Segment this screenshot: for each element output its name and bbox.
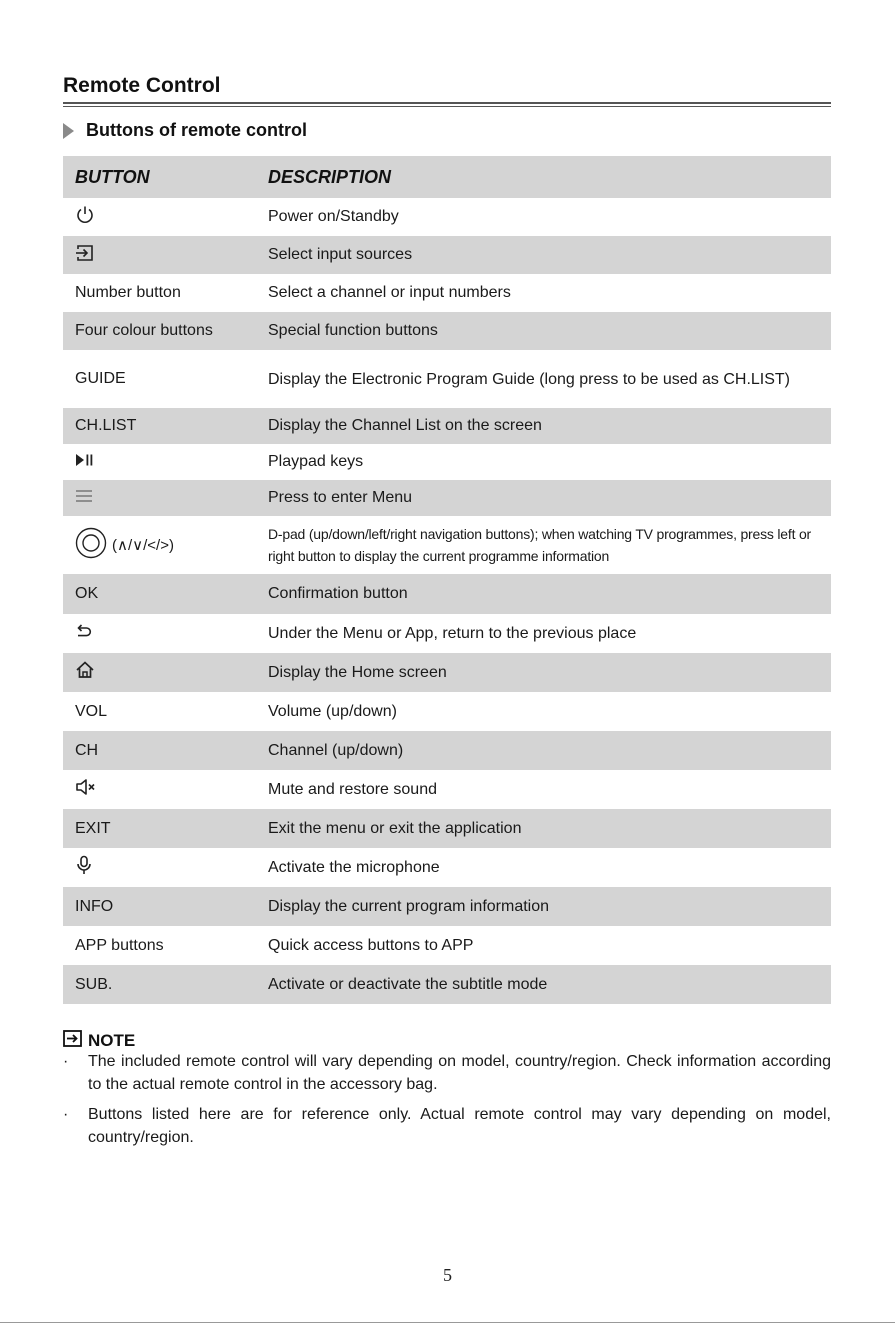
description-cell: Playpad keys xyxy=(268,453,364,470)
title-rule xyxy=(63,102,831,104)
table-row xyxy=(63,236,831,274)
table-row xyxy=(63,887,831,926)
button-cell: Four colour buttons xyxy=(75,322,213,339)
button-cell: CH.LIST xyxy=(75,417,137,434)
play-pause-icon xyxy=(75,453,95,472)
table-row xyxy=(63,848,831,887)
button-cell xyxy=(63,653,256,692)
button-cell xyxy=(63,848,256,887)
page-number: 5 xyxy=(443,1265,452,1285)
description-cell: Exit the menu or exit the application xyxy=(268,819,522,837)
note-title-text: NOTE xyxy=(88,1031,136,1050)
table-row xyxy=(63,965,831,1004)
table-row xyxy=(63,480,831,516)
description-cell: Activate or deactivate the subtitle mode xyxy=(268,975,548,993)
table-row xyxy=(63,731,831,770)
button-cell: INFO xyxy=(75,897,114,915)
description-cell: D-pad (up/down/left/right navigation buttons); when watching TV programmes, press left or right button to display the current programme information xyxy=(268,526,812,564)
table-row xyxy=(63,692,831,731)
button-cell xyxy=(63,516,256,574)
note-icon xyxy=(63,1030,82,1052)
table-row xyxy=(63,770,831,809)
description-cell: Volume (up/down) xyxy=(268,702,397,720)
header-description: DESCRIPTION xyxy=(268,166,392,187)
button-cell xyxy=(63,614,256,653)
description-cell: Display the Home screen xyxy=(268,663,447,681)
description-cell: Power on/Standby xyxy=(268,208,399,225)
description-cell: Activate the microphone xyxy=(268,858,440,876)
button-cell xyxy=(63,480,256,516)
table-row xyxy=(63,444,831,480)
dpad-arrows-label: (∧/∨/</>) xyxy=(112,537,174,554)
section-heading xyxy=(63,120,307,141)
table-row xyxy=(63,653,831,692)
button-cell: VOL xyxy=(75,702,108,720)
note-list xyxy=(63,1050,831,1149)
dpad-button-group xyxy=(75,527,174,564)
button-cell xyxy=(63,236,256,274)
dpad-icon xyxy=(75,527,107,564)
note-item xyxy=(63,1103,831,1149)
title-rule-thin xyxy=(63,106,831,107)
description-cell: Confirmation button xyxy=(268,585,408,602)
button-cell xyxy=(63,198,256,236)
header-button: BUTTON xyxy=(75,166,150,187)
microphone-icon xyxy=(75,855,93,880)
table-row xyxy=(63,274,831,312)
button-cell: CH xyxy=(75,741,99,759)
page-title: Remote Control xyxy=(63,74,221,97)
button-cell: OK xyxy=(75,585,99,602)
button-cell: Number button xyxy=(75,284,181,301)
button-cell: EXIT xyxy=(75,819,111,837)
home-icon xyxy=(75,660,95,685)
note-item-text: The included remote control will vary depending on model, country/region. Check information according to the actual remote control in the accessory bag. xyxy=(88,1053,831,1093)
power-icon xyxy=(75,205,95,230)
note-title xyxy=(63,1030,135,1052)
description-cell: Mute and restore sound xyxy=(268,780,437,798)
table-row xyxy=(63,350,831,408)
button-cell: APP buttons xyxy=(75,936,164,954)
table-row xyxy=(63,516,831,574)
input-source-icon xyxy=(75,243,95,268)
bottom-rule xyxy=(0,1322,895,1323)
note-bullet: · xyxy=(63,1106,69,1123)
button-cell xyxy=(63,444,256,480)
description-cell: Select input sources xyxy=(268,246,413,263)
description-cell: Under the Menu or App, return to the previous place xyxy=(268,624,637,642)
remote-buttons-table xyxy=(63,156,831,1004)
mute-icon xyxy=(75,778,97,801)
table-row xyxy=(63,926,831,965)
description-cell: Select a channel or input numbers xyxy=(268,284,511,301)
description-cell: Special function buttons xyxy=(268,322,438,339)
menu-icon xyxy=(75,489,93,508)
note-bullet: · xyxy=(63,1053,69,1070)
description-cell: Display the current program information xyxy=(268,897,550,915)
table-row xyxy=(63,574,831,614)
description-cell: Display the Channel List on the screen xyxy=(268,417,542,434)
note-item xyxy=(63,1050,831,1096)
description-cell: Press to enter Menu xyxy=(268,489,413,506)
table-row xyxy=(63,408,831,444)
table-header-row xyxy=(63,156,831,198)
button-cell: GUIDE xyxy=(75,370,126,387)
table-row xyxy=(63,614,831,653)
table-row xyxy=(63,809,831,848)
description-cell: Quick access buttons to APP xyxy=(268,936,474,954)
table-row xyxy=(63,312,831,350)
back-icon xyxy=(75,622,93,645)
description-cell: Display the Electronic Program Guide (long press to be used as CH.LIST) xyxy=(268,370,791,388)
triangle-bullet-icon xyxy=(63,123,74,139)
section-heading-text: Buttons of remote control xyxy=(86,120,307,140)
note-item-text: Buttons listed here are for reference only. Actual remote control may vary depending on model, country/region. xyxy=(88,1106,831,1146)
button-cell xyxy=(63,770,256,809)
table-row xyxy=(63,198,831,236)
button-cell: SUB. xyxy=(75,975,113,993)
description-cell: Channel (up/down) xyxy=(268,741,404,759)
